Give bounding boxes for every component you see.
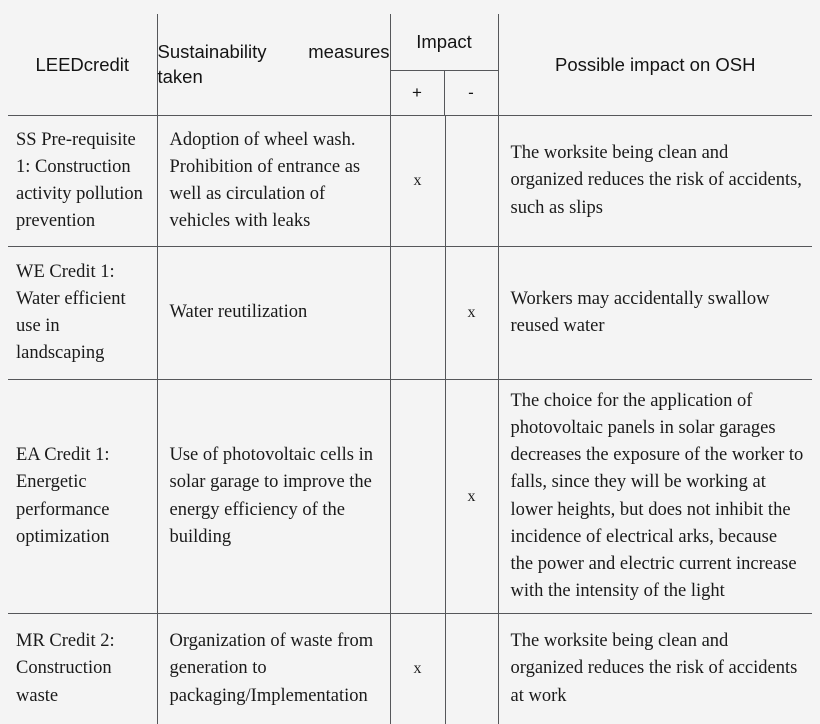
column-header-measures-line2: taken bbox=[158, 65, 390, 89]
cell-impact-negative-mark: x bbox=[445, 247, 498, 380]
cell-osh-impact bbox=[498, 247, 812, 380]
osh-impact-text: The worksite being clean and organized reduces the risk of accidents, such as slips bbox=[511, 140, 805, 222]
column-header-impact-group bbox=[390, 14, 498, 116]
column-header-leedcredit: LEEDcredit bbox=[8, 14, 157, 116]
cell-osh-impact bbox=[498, 116, 812, 247]
cell-impact-positive-mark: x bbox=[390, 614, 445, 724]
sustainability-measure-text: Water reutilization bbox=[170, 299, 382, 326]
leed-credit-text: WE Credit 1: Water efficient use in landscaping bbox=[16, 259, 151, 368]
table-row bbox=[8, 614, 812, 724]
osh-impact-text: The worksite being clean and organized reduces the risk of accidents at work bbox=[511, 628, 805, 710]
header-row bbox=[8, 14, 812, 116]
leed-credit-text: SS Pre-requisite 1: Construction activity pollution prevention bbox=[16, 127, 151, 236]
column-header-sustainability-measures bbox=[157, 14, 390, 116]
cell-osh-impact bbox=[498, 614, 812, 724]
column-header-impact-label: Impact bbox=[391, 14, 498, 71]
leed-credit-text: EA Credit 1: Energetic performance optimization bbox=[16, 442, 151, 551]
table-row bbox=[8, 247, 812, 380]
column-header-measures-line1: Sustainability measures bbox=[158, 40, 390, 64]
impact-signs-row bbox=[391, 71, 498, 116]
cell-sustainability-measure bbox=[157, 614, 390, 724]
cell-osh-impact bbox=[498, 380, 812, 614]
osh-impact-text: Workers may accidentally swallow reused water bbox=[511, 286, 805, 340]
cell-impact-negative-mark: x bbox=[445, 380, 498, 614]
cell-leed-credit bbox=[8, 247, 157, 380]
cell-sustainability-measure bbox=[157, 247, 390, 380]
cell-impact-positive-mark: x bbox=[390, 116, 445, 247]
table-body bbox=[8, 116, 812, 724]
sustainability-measure-text: Organization of waste from generation to packaging/Implementation bbox=[170, 628, 382, 710]
column-header-impact-negative: - bbox=[444, 71, 498, 116]
cell-leed-credit bbox=[8, 380, 157, 614]
cell-impact-negative-mark bbox=[445, 614, 498, 724]
sustainability-measure-text: Adoption of wheel wash. Prohibition of entrance as well as circulation of vehicles with leaks bbox=[170, 127, 382, 236]
impact-subheader-table bbox=[391, 14, 498, 115]
cell-leed-credit bbox=[8, 116, 157, 247]
leed-credit-text: MR Credit 2: Construction waste bbox=[16, 628, 151, 710]
table-header bbox=[8, 14, 812, 116]
impact-title-row bbox=[391, 14, 498, 71]
osh-impact-text: The choice for the application of photovoltaic panels in solar garages decreases the exposure of the worker to falls, since they will be working at lower heights, but does not inhibit the incidence of electrical arks, because the power and electric current increase with the intensity of the light bbox=[511, 388, 805, 606]
cell-impact-positive-mark bbox=[390, 380, 445, 614]
cell-impact-negative-mark bbox=[445, 116, 498, 247]
leed-osh-table bbox=[8, 14, 812, 724]
cell-leed-credit bbox=[8, 614, 157, 724]
table-row bbox=[8, 116, 812, 247]
cell-sustainability-measure bbox=[157, 380, 390, 614]
sustainability-measure-text: Use of photovoltaic cells in solar garage to improve the energy efficiency of the building bbox=[170, 442, 382, 551]
column-header-possible-impact-osh: Possible impact on OSH bbox=[498, 14, 812, 116]
table-row bbox=[8, 380, 812, 614]
column-header-impact-positive: + bbox=[391, 71, 445, 116]
cell-sustainability-measure bbox=[157, 116, 390, 247]
cell-impact-positive-mark bbox=[390, 247, 445, 380]
